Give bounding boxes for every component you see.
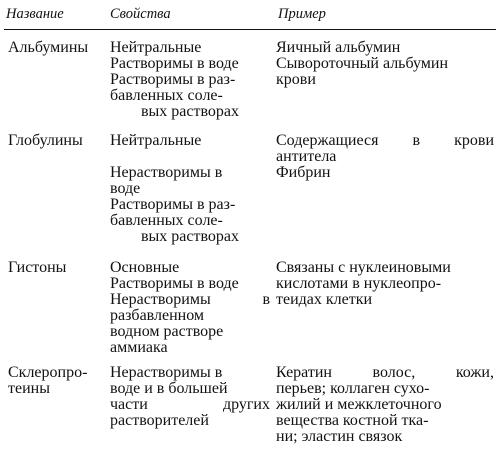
example-cell bbox=[276, 133, 494, 181]
props-line: бавленных соле- bbox=[110, 212, 223, 229]
props-line: Растворимы в воде bbox=[110, 275, 239, 292]
props-line: Растворимы в раз- bbox=[110, 196, 236, 213]
example-line: Содержащиеся в крови bbox=[276, 132, 494, 149]
props-line: воде bbox=[110, 180, 141, 197]
name-line: Гистоны bbox=[8, 259, 67, 276]
props-line: водном растворе bbox=[110, 323, 224, 340]
example-cell bbox=[276, 365, 494, 445]
header-name: Название bbox=[6, 6, 64, 22]
props-cell bbox=[110, 133, 270, 245]
props-line: бавленных соле- bbox=[110, 87, 223, 104]
example-line: антитела bbox=[276, 148, 337, 165]
props-cell bbox=[110, 260, 270, 356]
props-line: вых растворах bbox=[140, 228, 240, 245]
example-line: кислотами в нуклеопро- bbox=[276, 275, 442, 292]
props-line: Растворимы в воде bbox=[110, 55, 239, 72]
name-line: Альбумины bbox=[8, 39, 89, 56]
example-line: перьев; коллаген сухо- bbox=[276, 380, 430, 397]
props-line: воде и в большей bbox=[110, 380, 228, 397]
props-line: вых растворах bbox=[140, 103, 240, 120]
example-line: Яичный альбумин bbox=[276, 39, 401, 56]
props-line: Нейтральные bbox=[110, 132, 202, 149]
props-line: Нерастворимы в bbox=[110, 364, 223, 381]
props-line: Нерастворимы в bbox=[110, 164, 223, 181]
example-cell bbox=[276, 260, 494, 308]
example-cell bbox=[276, 40, 494, 88]
example-line: ни; эластин связок bbox=[276, 428, 403, 445]
name-line: теины bbox=[8, 380, 50, 397]
example-line: вещества костной тка- bbox=[276, 412, 429, 429]
example-line: Фибрин bbox=[276, 164, 331, 181]
props-line: Растворимы в раз- bbox=[110, 71, 236, 88]
example-line: Кератин волос, кожи, bbox=[276, 364, 494, 381]
props-line: Основные bbox=[110, 259, 180, 276]
props-line: разбавленном bbox=[110, 307, 205, 324]
example-line: теидах клетки bbox=[276, 291, 373, 308]
props-cell bbox=[110, 365, 270, 429]
name-cell bbox=[8, 365, 104, 397]
props-cell bbox=[110, 40, 270, 120]
name-line: Склеропро- bbox=[8, 364, 88, 381]
header-example: Пример bbox=[278, 6, 326, 22]
props-line: Нерастворимы в bbox=[110, 291, 270, 308]
name-line: Глобулины bbox=[8, 132, 83, 149]
name-cell bbox=[8, 40, 104, 56]
props-line: части других bbox=[110, 396, 270, 413]
name-cell bbox=[8, 260, 104, 276]
props-line: Нейтральные bbox=[110, 39, 202, 56]
props-line: аммиака bbox=[110, 339, 168, 356]
props-line: растворителей bbox=[110, 412, 209, 429]
example-line: Сывороточный альбумин bbox=[276, 55, 449, 72]
header-properties: Свойства bbox=[110, 6, 171, 22]
name-cell bbox=[8, 133, 104, 149]
example-line: Связаны с нуклеиновыми bbox=[276, 259, 451, 276]
example-line: крови bbox=[276, 71, 316, 88]
example-line: жилий и межклеточного bbox=[276, 396, 442, 413]
props-line bbox=[110, 149, 270, 165]
header-rule bbox=[4, 29, 496, 30]
